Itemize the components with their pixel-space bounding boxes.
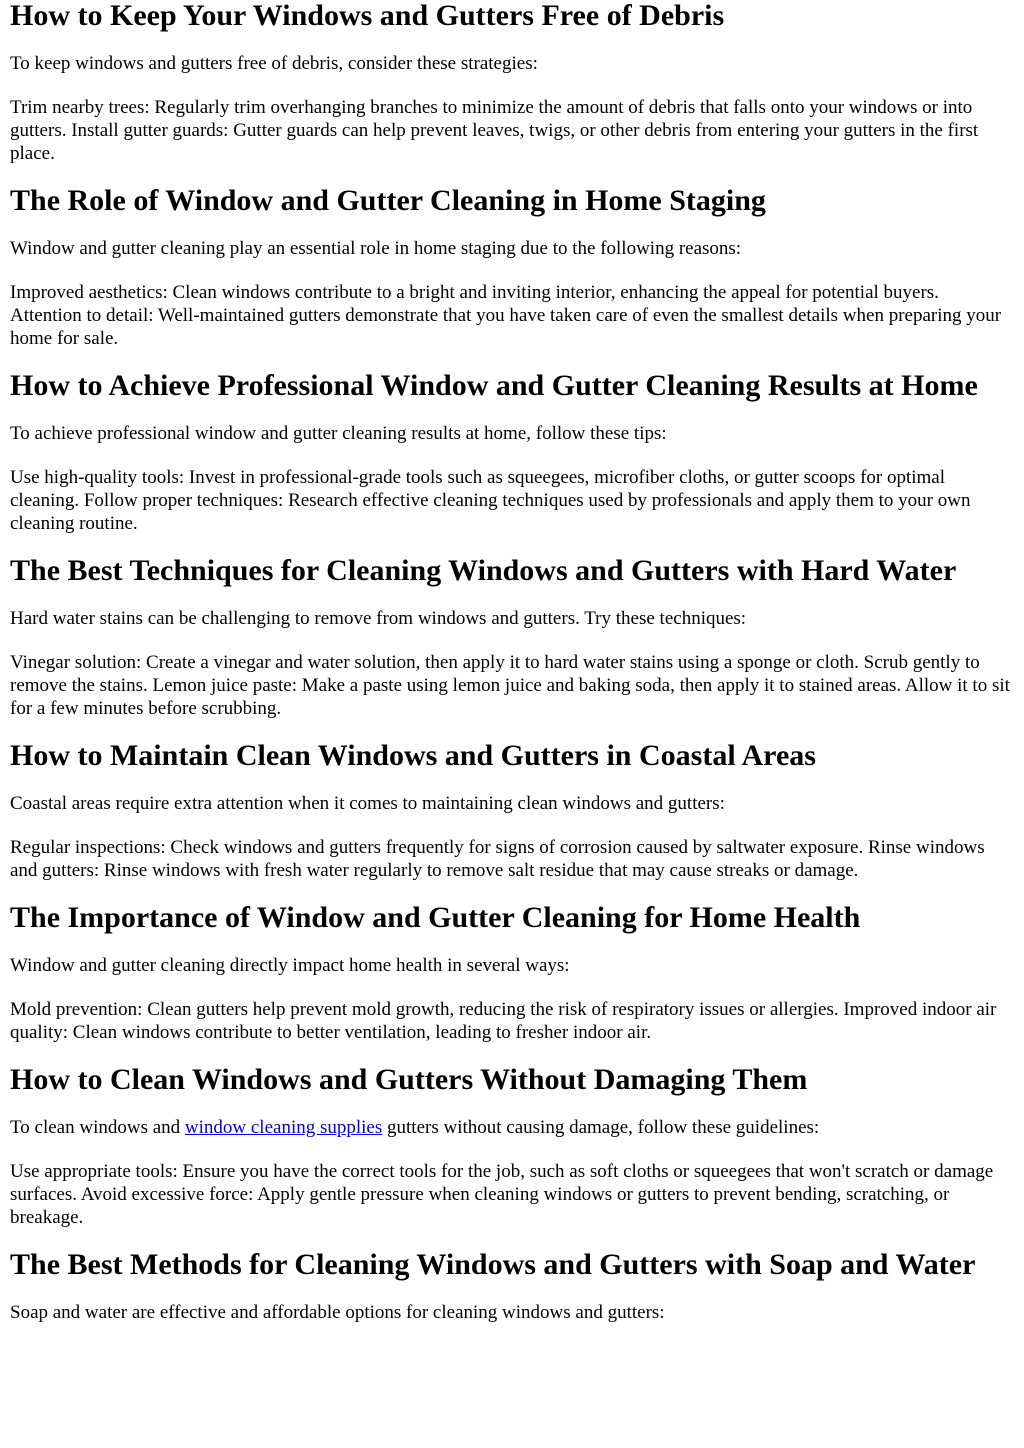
section-heading: The Role of Window and Gutter Cleaning in Home Staging: [10, 184, 766, 217]
intro-text-before-link: To clean windows and: [10, 1117, 185, 1138]
section-intro: To achieve professional window and gutter cleaning results at home, follow these tips:: [10, 423, 667, 444]
section-intro: Coastal areas require extra attention when it comes to maintaining clean windows and gutters:: [10, 793, 725, 814]
section-heading: How to Maintain Clean Windows and Gutters in Coastal Areas: [10, 739, 816, 772]
section-heading: The Importance of Window and Gutter Cleaning for Home Health: [10, 901, 861, 934]
section-body: Use high-quality tools: Invest in professional-grade tools such as squeegees, microfiber cloths, or gutter scoops for optimal cleaning. Follow proper techniques: Research effective cleaning techniques used by professionals and apply them to your own cleaning routine.: [10, 467, 971, 534]
section-debris: [10, 0, 1014, 165]
section-body: Trim nearby trees: Regularly trim overhanging branches to minimize the amount of debris that falls onto your windows or into gutters. Install gutter guards: Gutter guards can help prevent leaves, twigs, or other debris from entering your gutters in the first place.: [10, 97, 979, 164]
section-without-damage: [10, 1062, 1014, 1229]
section-intro: [10, 1116, 1014, 1139]
section-body: Use appropriate tools: Ensure you have the correct tools for the job, such as soft cloths or squeegees that won't scratch or damage surfaces. Avoid excessive force: Apply gentle pressure when cleaning windows or gutters to prevent bending, scratching, or breakage.: [10, 1161, 994, 1228]
section-heading: How to Clean Windows and Gutters Without Damaging Them: [10, 1063, 808, 1096]
section-intro: Window and gutter cleaning directly impact home health in several ways:: [10, 955, 570, 976]
section-coastal-areas: [10, 738, 1014, 882]
section-intro: Hard water stains can be challenging to remove from windows and gutters. Try these techniques:: [10, 608, 747, 629]
section-professional-results: [10, 368, 1014, 535]
section-body: Improved aesthetics: Clean windows contribute to a bright and inviting interior, enhancing the appeal for potential buyers. Attention to detail: Well-maintained gutters demonstrate that you have taken care of even the smallest details when preparing your home for sale.: [10, 282, 1002, 349]
section-heading: The Best Methods for Cleaning Windows and Gutters with Soap and Water: [10, 1248, 976, 1281]
section-intro: To keep windows and gutters free of debris, consider these strategies:: [10, 53, 538, 74]
section-heading: How to Keep Your Windows and Gutters Free of Debris: [10, 0, 725, 32]
window-cleaning-supplies-link[interactable]: window cleaning supplies: [184, 1117, 383, 1138]
section-hard-water: [10, 553, 1014, 720]
section-intro: Soap and water are effective and affordable options for cleaning windows and gutters:: [10, 1302, 665, 1323]
section-intro: Window and gutter cleaning play an essential role in home staging due to the following reasons:: [10, 238, 742, 259]
section-home-health: [10, 900, 1014, 1044]
intro-text-after-link: gutters without causing damage, follow these guidelines:: [382, 1117, 820, 1138]
section-soap-and-water: [10, 1247, 1014, 1324]
section-heading: How to Achieve Professional Window and Gutter Cleaning Results at Home: [10, 369, 978, 402]
section-heading: The Best Techniques for Cleaning Windows and Gutters with Hard Water: [10, 554, 957, 587]
section-body: Regular inspections: Check windows and gutters frequently for signs of corrosion caused by saltwater exposure. Rinse windows and gutters: Rinse windows with fresh water regularly to remove salt residue that may cause streaks or damage.: [10, 837, 985, 881]
section-body: Vinegar solution: Create a vinegar and water solution, then apply it to hard water stains using a sponge or cloth. Scrub gently to remove the stains. Lemon juice paste: Make a paste using lemon juice and baking soda, then apply it to stained areas. Allow it to sit for a few minutes before scrubbing.: [10, 652, 1010, 719]
section-home-staging: [10, 183, 1014, 350]
section-body: Mold prevention: Clean gutters help prevent mold growth, reducing the risk of respiratory issues or allergies. Improved indoor air quality: Clean windows contribute to better ventilation, leading to fresher indoor air.: [10, 999, 997, 1043]
